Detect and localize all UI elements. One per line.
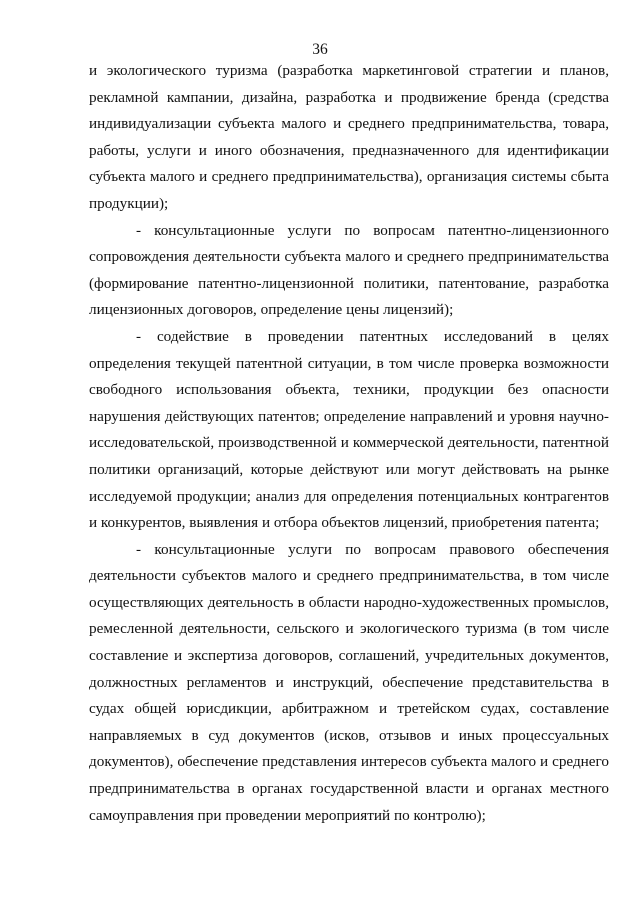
paragraph-legal-support-consulting: - консультационные услуги по вопросам правового обеспечения деятельности субъектов малого и среднего предпринимательства, в том числе осуществляющих деятельность в области народно-художественных промыслов, ремесленной деятельности, сельского и экологического туризма (в том числе составление и экспертиза договоров, соглашений, учредительных документов, должностных регламентов и инструкций, обеспечение представительства в судах общей юрисдикции, арбитражном и третейском судах, составление направляемых в суд документов (исков, отзывов и иных процессуальных документов), обеспечение представления интересов субъекта малого и среднего предпринимательства в органах государственной власти и органах местного самоуправления при проведении мероприятий по контролю); xyxy=(89,540,609,824)
paragraph-continuation: и экологического туризма (разработка маркетинговой стратегии и планов, рекламной кампании, дизайна, разработка и продвижение бренда (средства индивидуализации субъекта малого и среднего предпринимательства, товара, работы, услуги и иного обозначения, предназначенного для идентификации субъекта малого и среднего предпринимательства), организация системы сбыта продукции); xyxy=(89,62,609,212)
paragraph-patent-licensing-consulting: - консультационные услуги по вопросам патентно-лицензионного сопровождения деятельности субъекта малого и среднего предпринимательства (формирование патентно-лицензионной политики, патентование, разработка лицензионных договоров, определение цены лицензий); xyxy=(89,221,609,319)
page-number: 36 xyxy=(312,41,328,58)
paragraph-patent-research-assistance: - содействие в проведении патентных исследований в целях определения текущей патентной ситуации, в том числе проверка возможности свободного использования объекта, техники, продукции без опасности нарушения действующих патентов; определение направлений и уровня научно-исследовательской, производственной и коммерческой деятельности, патентной политики организаций, которые действуют или могут действовать на рынке исследуемой продукции; анализ для определения потенциальных контрагентов и конкурентов, выявления и отбора объектов лицензий, приобретения патента; xyxy=(89,327,609,532)
page-body xyxy=(89,58,609,829)
